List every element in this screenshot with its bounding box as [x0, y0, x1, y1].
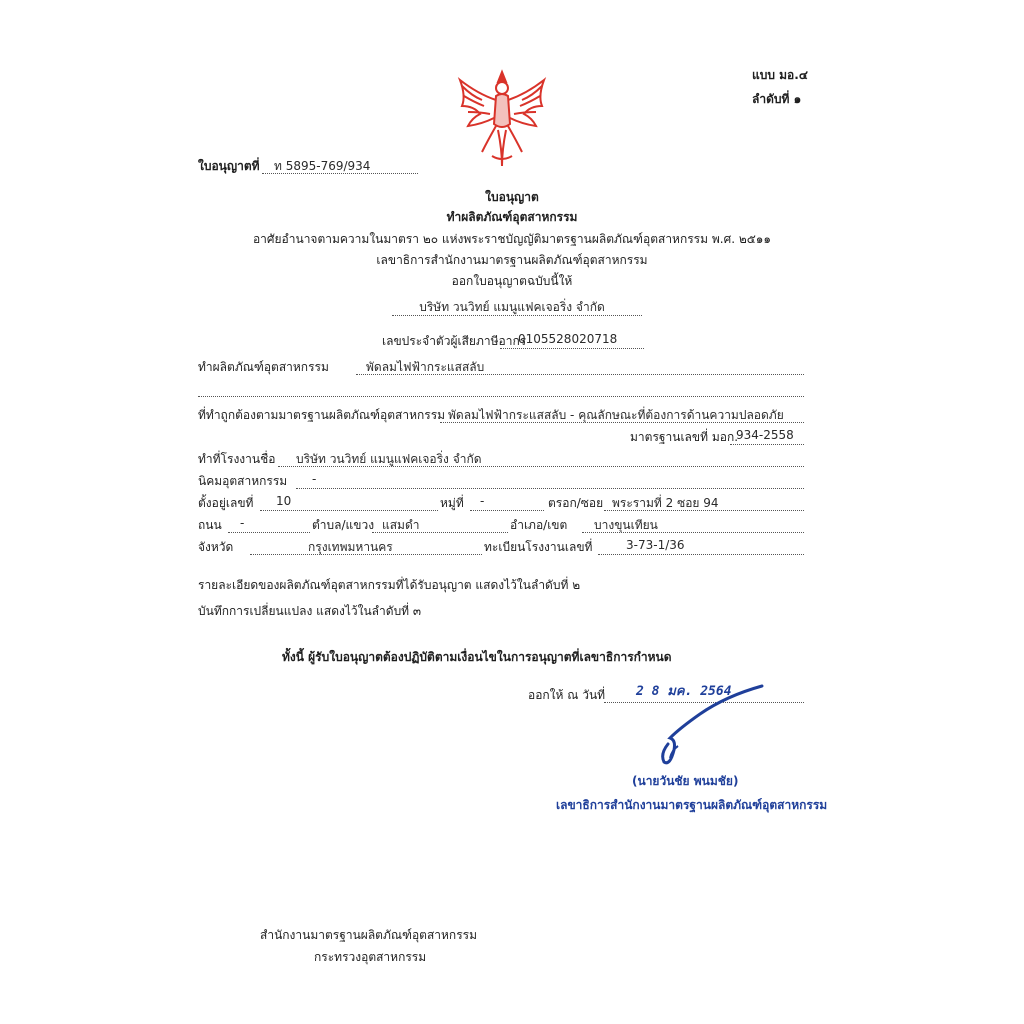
license-number-label: ใบอนุญาตที่ [198, 159, 260, 173]
district-line [582, 532, 804, 533]
sequence-number: ลำดับที่ ๑ [752, 92, 802, 106]
standard-number-line [730, 444, 804, 445]
form-code: แบบ มอ.๔ [752, 68, 808, 82]
changes-note: บันทึกการเปลี่ยนแปลง แสดงไว้ในลำดับที่ ๓ [198, 604, 422, 618]
heading-subtitle: ทำผลิตภัณฑ์อุตสาหกรรม [446, 210, 578, 224]
soi-label: ตรอก/ซอย [548, 496, 604, 510]
address-no-label: ตั้งอยู่เลขที่ [198, 496, 254, 510]
standard-value: พัดลมไฟฟ้ากระแสสลับ - คุณลักษณะที่ต้องการด้านความปลอดภัย [448, 408, 784, 422]
factory-reg-value: 3-73-1/36 [626, 538, 685, 552]
garuda-icon [452, 66, 552, 170]
subdistrict-value: แสมดำ [382, 518, 420, 532]
factory-value: บริษัท วนวิทย์ แมนูแฟคเจอริ่ง จำกัด [296, 452, 482, 466]
factory-line [278, 466, 804, 467]
heading-authority: อาศัยอำนาจตามความในมาตรา ๒๐ แห่งพระราชบัญญัติมาตรฐานผลิตภัณฑ์อุตสาหกรรม พ.ศ. ๒๕๑๑ [252, 232, 772, 246]
moo-label: หมู่ที่ [440, 496, 464, 510]
subdistrict-line [372, 532, 508, 533]
subdistrict-label: ตำบล/แขวง [312, 518, 375, 532]
road-value: - [240, 516, 245, 530]
product-label: ทำผลิตภัณฑ์อุตสาหกรรม [198, 360, 329, 374]
footer-office: สำนักงานมาตรฐานผลิตภัณฑ์อุตสาหกรรม [260, 928, 478, 942]
garuda-emblem [452, 66, 552, 170]
road-line [228, 532, 310, 533]
province-value: กรุงเทพมหานคร [308, 540, 393, 554]
product-value: พัดลมไฟฟ้ากระแสสลับ [366, 360, 485, 374]
details-note: รายละเอียดของผลิตภัณฑ์อุตสาหกรรมที่ได้รับอนุญาต แสดงไว้ในลำดับที่ ๒ [198, 578, 581, 592]
tax-id-value: 0105528020718 [518, 332, 618, 346]
standard-number-value: 934-2558 [736, 428, 794, 442]
standard-label: ที่ทำถูกต้องตามมาตรฐานผลิตภัณฑ์อุตสาหกรรม [198, 408, 446, 422]
factory-label: ทำที่โรงงานชื่อ [198, 452, 276, 466]
estate-label: นิคมอุตสาหกรรม [198, 474, 288, 488]
footer-ministry: กระทรวงอุตสาหกรรม [314, 950, 427, 964]
district-label: อำเภอ/เขต [510, 518, 568, 532]
handwritten-signature [640, 680, 770, 780]
signatory-title: เลขาธิการสำนักงานมาตรฐานผลิตภัณฑ์อุตสาหกรรม [556, 798, 828, 812]
district-value: บางขุนเทียน [594, 518, 658, 532]
product-line-2 [198, 396, 804, 397]
address-no-line [260, 510, 438, 511]
province-line [250, 554, 482, 555]
tax-id-label: เลขประจำตัวผู้เสียภาษีอากร [382, 334, 527, 348]
licensee-name: บริษัท วนวิทย์ แมนูแฟคเจอริ่ง จำกัด [419, 300, 605, 314]
province-label: จังหวัด [198, 540, 234, 554]
estate-value: - [312, 472, 317, 486]
license-number-line [262, 173, 418, 174]
standard-line [440, 422, 804, 423]
condition-statement: ทั้งนี้ ผู้รับใบอนุญาตต้องปฏิบัติตามเงื่อนไขในการอนุญาตที่เลขาธิการกำหนด [282, 650, 672, 664]
license-number-value: ท 5895-769/934 [274, 159, 371, 173]
soi-value: พระรามที่ 2 ซอย 94 [612, 496, 719, 510]
moo-value: - [480, 494, 485, 508]
soi-line [604, 510, 804, 511]
heading-title: ใบอนุญาต [485, 190, 539, 204]
signature-icon [640, 680, 770, 780]
issue-date-label: ออกให้ ณ วันที่ [528, 688, 606, 702]
estate-line [296, 488, 804, 489]
factory-reg-line [598, 554, 804, 555]
product-line [356, 374, 804, 375]
address-no-value: 10 [276, 494, 292, 508]
moo-line [470, 510, 544, 511]
heading-issue: ออกใบอนุญาตฉบับนี้ให้ [451, 274, 573, 288]
standard-number-label: มาตรฐานเลขที่ มอก. [630, 430, 739, 444]
factory-reg-label: ทะเบียนโรงงานเลขที่ [484, 540, 593, 554]
tax-id-line [500, 348, 644, 349]
licensee-line [392, 315, 642, 316]
signatory-name: (นายวันชัย พนมชัย) [632, 774, 739, 788]
road-label: ถนน [198, 518, 222, 532]
issue-date-value: 2 8 มค. 2564 [636, 684, 732, 699]
heading-secretary: เลขาธิการสำนักงานมาตรฐานผลิตภัณฑ์อุตสาหกรรม [376, 253, 648, 267]
